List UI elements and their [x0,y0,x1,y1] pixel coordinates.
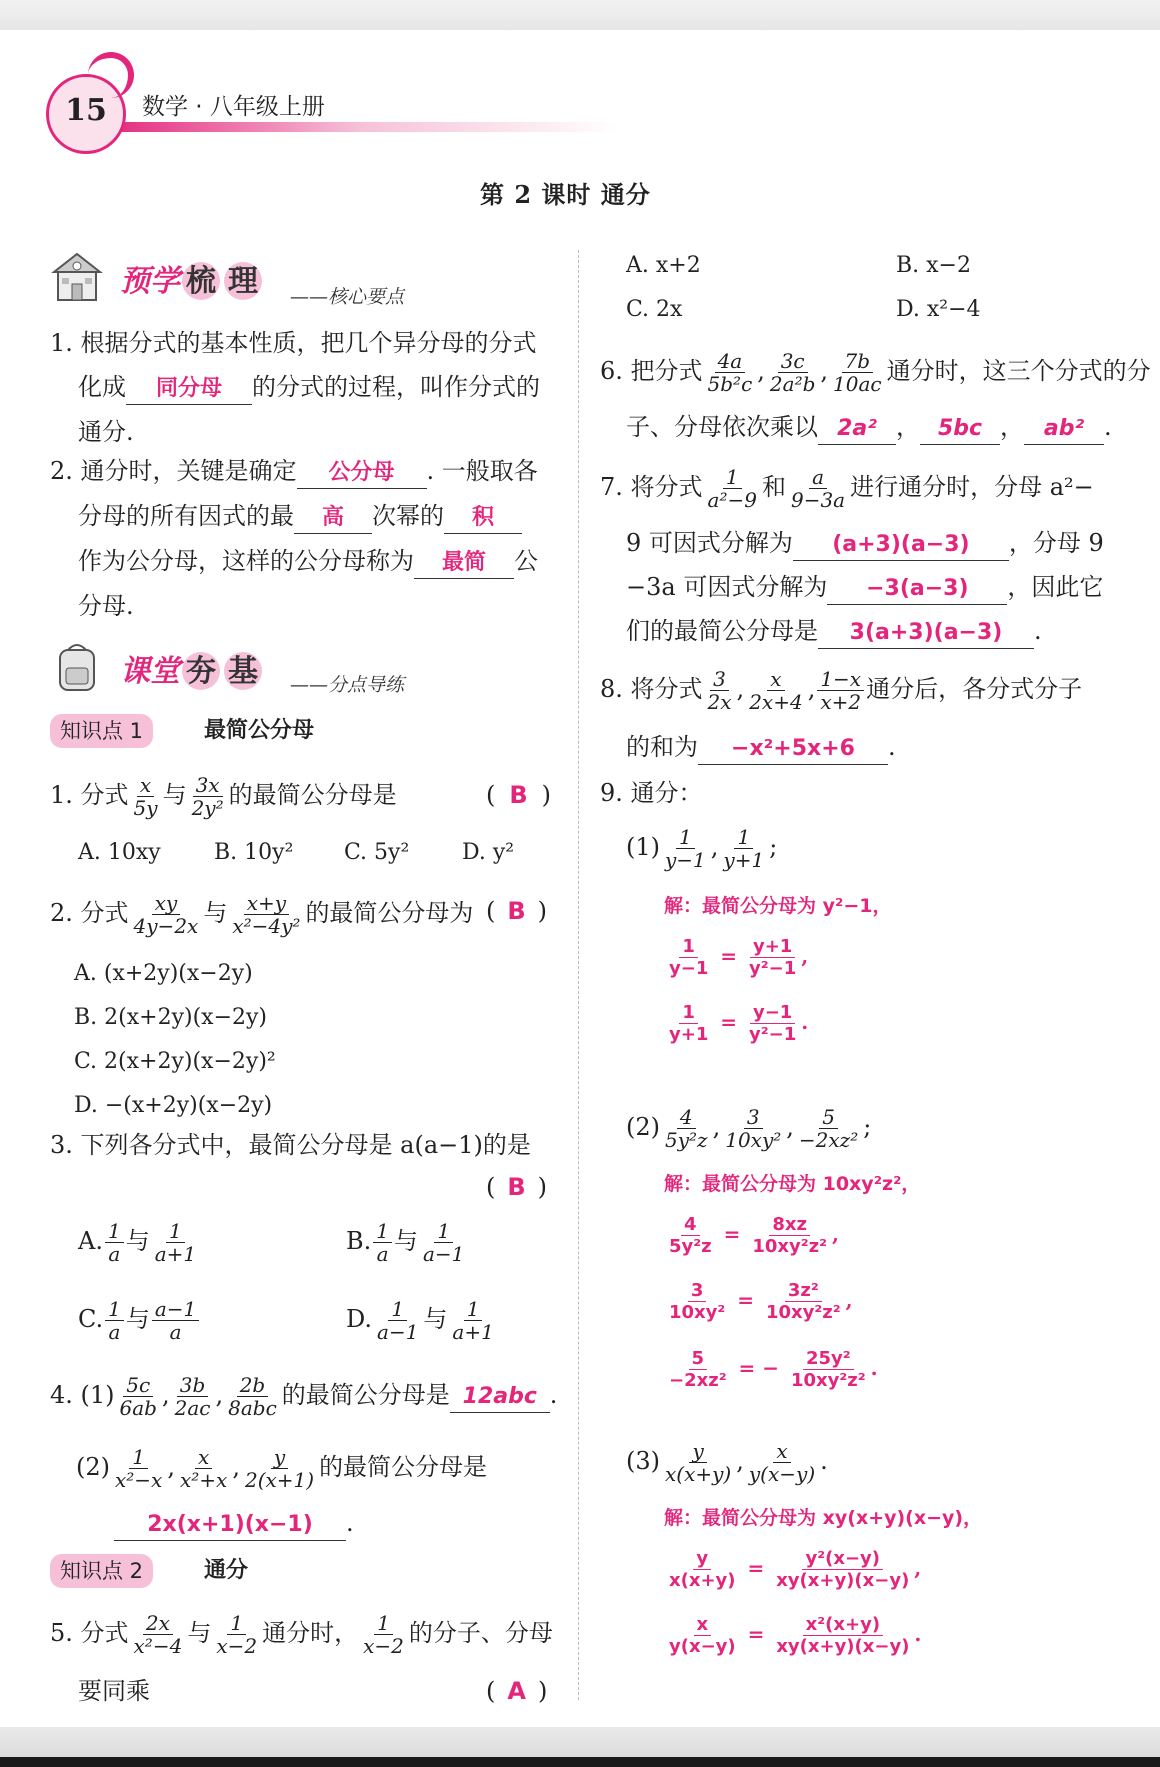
q2-a: 2. 分式 [50,899,129,927]
q9-p2-e1ln: 4 [681,1214,700,1236]
q9-p1-f1n: 1 [676,826,695,849]
q9-part-3: (3) $\frac{y}{x(x+y)}$ , $\frac{x}{y(x-y)}$ . [626,1439,828,1486]
badge-swirl [88,52,134,98]
q4-frac-4 [112,1446,165,1491]
q9-p2-eq1-l [666,1214,715,1257]
q9-p3-eq1-l [666,1548,739,1591]
q9-p2-f1d: 5y²z [665,1128,708,1152]
q9-p2-eq3-r [788,1348,869,1391]
q4-f1n: 5c [123,1374,153,1397]
q9-p1-e2ld: y+1 [669,1024,709,1045]
q3-option-c [78,1298,201,1343]
q4-f2d: 2ac [174,1396,211,1420]
q1-frac-2 [189,774,227,819]
q9-p2-frac-3 [796,1106,861,1151]
q9-p1-solution: 解：最简公分母为 y²−1， [664,895,892,917]
class-heading-a: 课堂 [120,654,180,689]
q9-p1-frac-1 [662,826,709,871]
q9-p2-e3rd: 10xy²z² [790,1370,866,1391]
q1-c: 的最简公分母是 [228,781,397,809]
q9-p2-e1rd: 10xy²z² [752,1236,827,1257]
q9-p1-eq2: $\frac{1}{y+1}$ = $\frac{y-1}{\text{y²−1}}$ . [664,1002,808,1045]
q9-p2-frac-1 [662,1106,711,1151]
q9-p3-f2d: y(x−y) [748,1462,816,1486]
q9-p2-f3d: −2xz² [798,1128,859,1152]
q9-p1-eq2-l [666,1002,711,1045]
preview-1-line1: 1. 根据分式的基本性质，把几个异分母的分式 [50,329,537,357]
q3-a1n: 1 [105,1220,124,1243]
q9-p1-e2rn: y−1 [750,1002,795,1024]
q9-p3-f1d: x(x+y) [665,1462,732,1486]
q4-p2b: 的最简公分母是 [319,1453,488,1481]
preview-2-answer-3: 积 [444,503,522,534]
q9-p1-label: (1) [626,833,660,861]
kp2-badge: 知识点 2 [50,1554,153,1588]
q2-frac-1 [131,892,202,937]
q3-c2d: a [169,1320,182,1344]
q9-part-2: (2) $\frac{4}{\text{5y²z}}$ , $\frac{3}{\text{10xy²}}$ , $\frac{5}{\text{−2xz²}}$ ; [626,1105,872,1152]
question-2 [50,892,473,937]
q7-line3 [626,570,1103,605]
q7-f2n: a [809,466,827,489]
q8-f3n: 1−x [817,668,864,691]
q6-a: 6. 把分式 [600,357,703,385]
header-band [100,122,620,132]
q4-f1d: 6ab [119,1396,157,1420]
q9-p1-frac-2 [720,826,767,871]
q5-answer: ( A ) [486,1677,548,1705]
q7-line2 [626,526,1104,561]
preview-2-answer-1: 公分母 [297,458,427,489]
q3-opt-b-label: B. [346,1227,372,1255]
q3-d1d: a−1 [377,1320,419,1344]
q4-answer-1: 12abc [450,1382,550,1413]
q7-frac-2 [788,466,848,511]
page-number: 15 [65,93,107,128]
q7-g: ，因此它 [1007,573,1104,601]
q1-b: 与 [162,781,187,809]
q9-p1-eq1: $\frac{1}{y-1}$ = $\frac{y+1}{\text{y²−1}}$ , [664,936,808,979]
q5-opt-d: D. x²−4 [896,297,981,322]
q4-p1b: 的最简公分母是 [281,1381,450,1409]
q9-p2-eq2: $\frac{3}{\text{10xy²}}$ = $\frac{\text{3z²}}{\text{10xy²z²}}$ , [664,1280,853,1323]
preview-heading-a: 预学 [120,264,180,299]
preview-heading-b2: 理 [224,262,262,300]
q6-f1d: 5b²c [707,372,753,396]
preview-item-1 [50,326,540,449]
q9-p1-f1d: y−1 [665,848,706,872]
q9-p3-eq2: $\frac{x}{y(x-y)}$ = $\frac{\text{x²(x+y)}}{xy(x+y)(x-y)}$ . [664,1614,921,1657]
q5-f3d: x−2 [363,1634,404,1658]
q9-p2-e2rd: 10xy²z² [765,1302,841,1323]
class-subtitle: ——分点导练 [290,674,405,696]
q3-a-frac-2 [152,1220,199,1265]
q2-opt-c: C. 2(x+2y)(x−2y)² [74,1049,276,1074]
preview-2-l2a: 分母的所有因式的最 [78,502,294,530]
q9-p3-eq1: $\frac{y}{x(x+y)}$ = $\frac{\text{y²(x−y)}}{xy(x+y)(x-y)}$ , [664,1548,921,1591]
q6-frac-2 [767,350,818,395]
q8-frac-1 [705,668,735,713]
class-heading-b2: 基 [224,652,262,690]
preview-2-l3a: 作为公分母，这样的公分母称为 [78,547,414,575]
question-6: 6. 把分式 $\frac{4a}{\text{5b²c}}$ , $\frac{3c}{\text{2a²b}}$ , $\frac{7b}{10ac}$ 通分时，这三个分式的分 [600,349,1151,396]
q1-opt-d: D. y² [462,840,515,865]
q6-f3n: 7b [842,350,874,373]
q5-f1d: x²−4 [133,1634,183,1658]
q9-p2-f2d: 10xy² [725,1128,782,1152]
q5-frac-2 [213,1612,260,1657]
preview-2-pre: 2. 通分时，关键是确定 [50,457,297,485]
q3-a2d: a+1 [154,1242,197,1266]
q5-options [626,244,981,332]
preview-item-2 [50,454,538,623]
class-heading-b1: 夯 [182,652,220,690]
q1-a: 1. 分式 [50,781,129,809]
q6-f1n: 4a [715,350,746,373]
q2-opt-b: B. 2(x+2y)(x−2y) [74,1005,268,1030]
q9-p2-eq1-r [749,1214,830,1257]
q9-p3-e1rd: xy(x+y)(x−y) [776,1570,910,1591]
q7-d: 9 可因式分解为 [626,529,793,557]
kp1-title: 最简公分母 [204,718,315,743]
kp1-badge: 知识点 1 [50,714,153,748]
preview-2-l3b: 公 [514,547,538,575]
preview-2-l2b: 次幂的 [372,502,444,530]
q9-p2-e1rn: 8xz [769,1214,810,1236]
preview-2-answer-4: 最简 [414,548,514,579]
preview-1-line3: 通分. [78,418,134,446]
q9-p2-solution: 解：最简公分母为 10xy²z²， [664,1173,921,1195]
q4-g1n: 1 [129,1446,148,1469]
q6-frac-1 [705,350,756,395]
q9-p1-f2n: 1 [734,826,753,849]
q9-p3-solution: 解：最简公分母为 xy(x+y)(x−y)， [664,1507,983,1529]
q9-p1-e1ln: 1 [679,936,698,958]
q3-option-d [346,1298,499,1343]
q9-p3-frac-2 [746,1440,818,1485]
q7-b: 和 [761,473,786,501]
q4-frac-5 [177,1446,230,1491]
q4-g3n: y [271,1446,288,1469]
q9-p1-eq2-r [746,1002,799,1045]
question-9: 9. 通分： [600,779,703,807]
q9-p3-e2rn: x²(x+y) [803,1614,883,1636]
q4-answer-2-line: 2x(x+1)(x−1) . [114,1506,354,1541]
preview-2-line4: 分母. [78,592,134,620]
q2-opt-d: D. −(x+2y)(x−2y) [74,1093,273,1118]
q9-p3-e2rd: xy(x+y)(x−y) [776,1636,910,1657]
q2-frac-2 [229,892,303,937]
q7-f2d: 9−3a [790,488,846,512]
q8-f2d: 2x+4 [749,690,803,714]
q9-p1-e2rd: y²−1 [749,1024,797,1045]
q4-g1d: x²−x [115,1468,163,1492]
q5-f2d: x−2 [216,1634,258,1658]
q6-f2d: 2a²b [769,372,816,396]
q8-c: 的和为 [626,733,698,761]
column-divider [578,250,579,1700]
q4-g2d: x²+x [179,1468,228,1492]
q9-p1-e1rd: y²−1 [749,958,797,979]
q3-b1n: 1 [373,1220,392,1243]
q2-f2d: x²−4y² [232,914,301,938]
q5-c: 通分时， [262,1619,359,1647]
q3-a-yu: 与 [125,1227,150,1255]
q1-f1n: x [137,774,154,797]
q3-b2d: a−1 [423,1242,465,1266]
q5-f2n: 1 [227,1612,246,1635]
q3-b-yu: 与 [394,1227,418,1255]
q8-f1n: 3 [710,668,729,691]
q9-p3-f1n: y [689,1440,706,1463]
q9-p3-eq1-r [773,1548,912,1591]
q3-option-a [78,1220,201,1265]
q8-f1d: 2x [707,690,732,714]
q9-p2-e3ln: 5 [689,1348,708,1370]
q9-p2-f1n: 4 [677,1106,696,1129]
q7-f: −3a 可因式分解为 [626,573,828,601]
q4-frac-2 [172,1374,214,1419]
q4-p2: (2) [76,1453,110,1481]
q9-p3-f2n: x [773,1440,790,1463]
q3-c2n: a−1 [152,1298,199,1321]
q3-c-frac-1 [105,1298,124,1343]
q1-options [78,836,514,870]
q8-f2n: x [767,668,784,691]
q9-p2-e2rn: 3z² [785,1280,822,1302]
q1-opt-a: A. 10xy [78,840,161,865]
q6-c: 子、分母依次乘以 [626,413,818,441]
q6-f2n: 3c [778,350,808,373]
q4-f3n: 2b [237,1374,269,1397]
q5-d: 的分子、分母 [408,1619,553,1647]
q9-p2-eq2-l [666,1280,728,1323]
q5-f1n: 2x [143,1612,173,1635]
q8-b: 通分后，各分式分子 [866,675,1083,703]
q1-opt-c: C. 5y² [344,840,410,865]
q9-p2-eq3: $\frac{5}{\text{−2xz²}}$ = − $\frac{\text{25y²}}{\text{10xy²z²}}$ . [664,1348,878,1391]
q9-p2-label: (2) [626,1113,660,1141]
q3-c-frac-2 [152,1298,199,1343]
backpack-icon [50,640,104,694]
q2-f2n: x+y [244,892,289,915]
q7-h: 们的最简公分母是 [626,617,818,645]
q7-c: 进行通分时，分母 a²− [850,473,1094,501]
top-border [0,0,1160,30]
q9-p3-frac-1 [662,1440,734,1485]
q8-answer: −x²+5x+6 [698,734,888,765]
q3-c1n: 1 [105,1298,124,1321]
question-7 [600,466,1094,511]
q9-p3-e2ln: x [694,1614,712,1636]
q7-frac-1 [705,466,760,511]
q3-answer: ( B ) [486,1173,548,1201]
q8-f3d: x+2 [820,690,862,714]
q1-f2d: 2y² [191,796,224,820]
q2-c: 的最简公分母为 [305,899,474,927]
q3-c-yu: 与 [125,1305,150,1333]
q5-a: 5. 分式 [50,1619,129,1647]
q1-frac-1 [131,774,161,819]
q6-answer-1: 2a² [818,414,896,445]
q1-f1d: 5y [133,796,158,820]
q4-frac-3 [225,1374,280,1419]
q2-answer-letter: B [507,897,526,925]
q9-p3-eq2-r [773,1614,912,1657]
kp2-title: 通分 [204,1558,249,1583]
q4-g3d: 2(x+1) [244,1468,315,1492]
q7-f1n: 1 [723,466,742,489]
question-4-part-2: (2) $\frac{1}{\text{x²−x}}$ , $\frac{x}{\text{x²+x}}$ , $\frac{y}{2(x+1)}$ 的最简公分母是 [76,1445,488,1492]
q9-p1-e1rn: y+1 [750,936,795,958]
q9-p2-eq1: $\frac{4}{\text{5y²z}}$ = $\frac{8xz}{\text{10xy²z²}}$ , [664,1214,839,1257]
q9-p1-e1ld: y−1 [669,958,709,979]
q9-p2-e2ln: 3 [688,1280,707,1302]
q5-line2: 要同乘 [78,1677,150,1705]
question-5 [50,1612,553,1657]
q7-e: ，分母 9 [1008,529,1104,557]
q6-answer-3: ab² [1024,414,1104,445]
question-4-part-1: 4. (1) $\frac{5c}{6ab}$ , $\frac{3b}{2ac}$ , $\frac{2b}{\text{8abc}}$ 的最简公分母是 12abc . [50,1373,558,1420]
q3-b1d: a [376,1242,389,1266]
q2-f1n: xy [152,892,181,915]
q9-part-1: (1) $\frac{1}{y-1}$ , $\frac{1}{y+1}$ ; [626,825,778,872]
preview-2-answer-2: 高 [294,503,372,534]
q5-opt-b: B. x−2 [896,253,971,278]
lesson-title: 第 2 课时 通分 [480,180,651,209]
q9-p2-eq3-l [666,1348,730,1391]
q6-line2: 子、分母依次乘以 2a² ， 5bc ， ab² . [626,410,1112,445]
q3-d2n: 1 [464,1298,483,1321]
q3-b2n: 1 [434,1220,453,1243]
q9-p3-e1ld: x(x+y) [669,1570,736,1591]
q8-frac-2 [746,668,806,713]
preview-1-l2a: 化成 [78,373,126,401]
q7-answer-3: 3(a+3)(a−3) [818,618,1034,649]
q4-frac-1 [117,1374,160,1419]
preview-heading-b1: 梳 [182,262,220,300]
q3-answer-letter: B [507,1173,526,1201]
q9-p3-e1rn: y²(x−y) [802,1548,883,1570]
q6-b: 通分时，这三个分式的分 [886,357,1151,385]
q4-frac-6 [242,1446,317,1491]
q3-b-frac-2 [420,1220,467,1265]
q3-opt-d-label: D. [346,1305,373,1333]
q9-p2-e2ld: 10xy² [669,1302,726,1323]
q3-d-yu: 与 [423,1305,448,1333]
preview-subtitle: ——核心要点 [290,286,405,308]
q1-opt-b: B. 10y² [214,840,294,865]
q9-p3-e1ln: y [693,1548,711,1570]
q3-opt-a-label: A. [78,1227,103,1255]
q1-answer: ( B ) [486,781,552,809]
question-1 [50,774,397,819]
bottom-bar [0,1757,1160,1767]
q8-a: 8. 将分式 [600,675,703,703]
q4-f3d: 8abc [228,1396,277,1420]
q9-p1-eq1-l [666,936,711,979]
q3-a-frac-1 [105,1220,124,1265]
q4-g2n: x [195,1446,212,1469]
q3-d2d: a+1 [452,1320,494,1344]
q2-answer: ( B ) [486,897,548,925]
q3-opt-c-label: C. [78,1305,104,1333]
q8-line2: 的和为 −x²+5x+6 . [626,730,896,765]
q3-a2n: 1 [166,1220,185,1243]
q9-p2-e3rn: 25y² [803,1348,854,1370]
q3-d-frac-1 [374,1298,421,1343]
q9-p2-frac-2 [722,1106,784,1151]
q3-a1d: a [108,1242,121,1266]
q2-options [74,952,276,1128]
q6-answer-2: 5bc [920,414,1000,445]
q7-a: 7. 将分式 [600,473,703,501]
q4-answer-2: 2x(x+1)(x−1) [114,1510,346,1541]
q3-d-frac-2 [449,1298,496,1343]
q1-f2n: 3x [193,774,223,797]
preview-2-mid: . 一般取各 [426,457,538,485]
q2-f1d: 4y−2x [133,914,199,938]
q4-f2n: 3b [177,1374,209,1397]
q9-p2-e3ld: −2xz² [669,1370,727,1391]
q5-b: 与 [187,1619,212,1647]
preview-1-l2b: 的分式的过程，叫作分式的 [252,373,540,401]
q3-c1d: a [108,1320,121,1344]
q9-p1-f2d: y+1 [723,848,765,872]
q6-f3d: 10ac [833,372,882,396]
q4-p1: 4. (1) [50,1381,115,1409]
q9-p2-f3n: 5 [819,1106,838,1129]
q1-answer-letter: B [509,781,528,809]
q8-frac-3 [817,668,864,713]
q5-opt-a: A. x+2 [626,253,701,278]
q2-opt-a: A. (x+2y)(x−2y) [74,961,253,986]
q2-b: 与 [203,899,228,927]
q9-p1-e2ln: 1 [679,1002,698,1024]
book-title: 数学 · 八年级上册 [142,94,325,120]
q7-line4: 们的最简公分母是 3(a+3)(a−3) . [626,614,1042,649]
school-icon [50,250,104,304]
q9-p3-e2ld: y(x−y) [669,1636,736,1657]
preview-heading [120,262,264,302]
q3-b-frac-1 [373,1220,392,1265]
question-8: 8. 将分式 $\frac{3}{2x}$ , $\frac{x}{2x+4}$ , $\frac{1-x}{x+2}$ 通分后，各分式分子 [600,667,1083,714]
q9-p2-e1ld: 5y²z [669,1236,712,1257]
q5-frac-3 [360,1612,407,1657]
q7-f1d: a²−9 [707,488,757,512]
q9-p2-f2n: 3 [744,1106,763,1129]
q3-option-b [346,1220,469,1265]
q7-answer-2: −3(a−3) [827,574,1007,605]
class-heading [120,652,264,692]
q5-opt-c: C. 2x [626,297,683,322]
q9-p1-eq1-r [746,936,799,979]
q3-d1n: 1 [388,1298,407,1321]
question-3: 3. 下列各分式中，最简公分母是 a(a−1)的是 [50,1131,531,1159]
q5-f3n: 1 [374,1612,393,1635]
q7-answer-1: (a+3)(a−3) [793,530,1009,561]
q6-frac-3 [830,350,885,395]
q5-frac-1 [131,1612,186,1657]
q9-p2-eq2-r [763,1280,844,1323]
q9-p3-label: (3) [626,1447,660,1475]
q9-p3-eq2-l [666,1614,739,1657]
header [40,50,1100,150]
q5-answer-letter: A [507,1677,526,1705]
preview-1-answer: 同分母 [126,374,252,405]
